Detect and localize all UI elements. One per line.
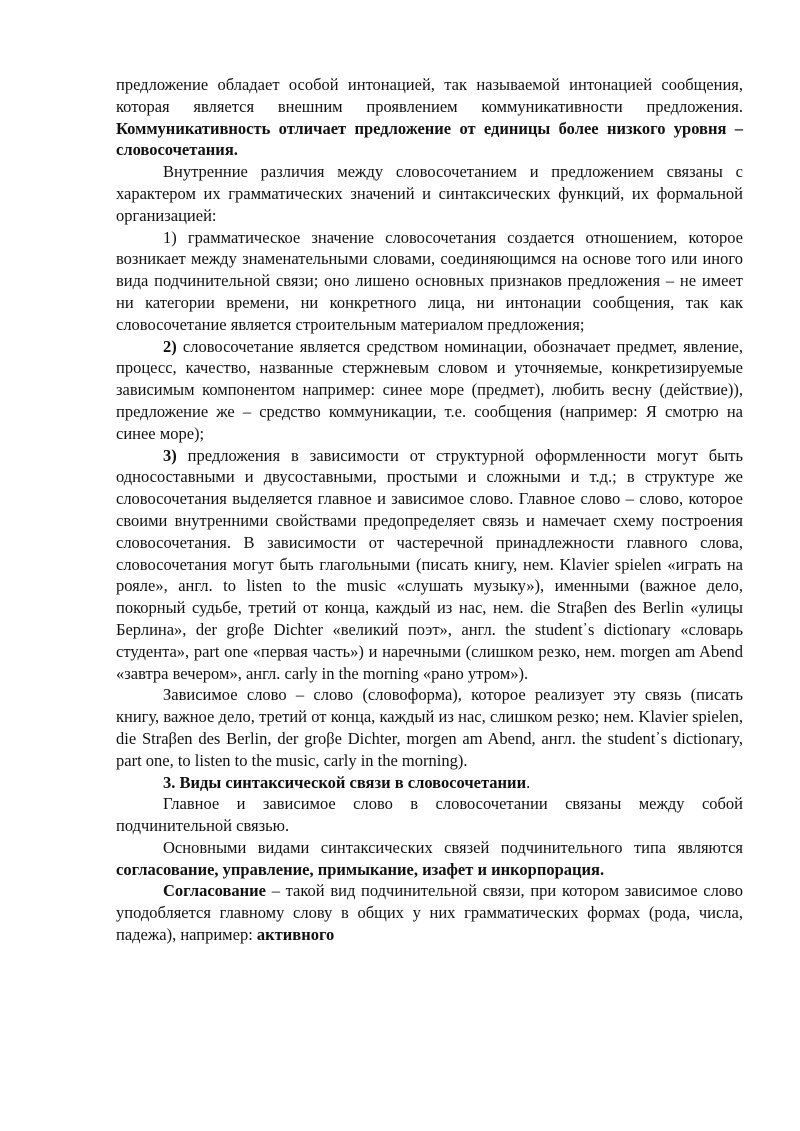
paragraph-4 xyxy=(116,336,743,445)
paragraph-3-text: 1) грамматическое значение словосочетания создается отношением, которое возникает между знаменательными словами, соединяющимся на основе того или иного вида подчинительной связи; оно лишено основных признаков предложения – не имеет ни категории времени, ни конкретного лица, ни интонации сообщения, так как словосочетание является строительным материалом предложения; xyxy=(116,227,743,334)
paragraph-8-text: Главное и зависимое слово в словосочетании связаны между собой подчинительной связью. xyxy=(116,794,743,836)
paragraph-1-text: предложение обладает особой интонацией, так называемой интонацией сообщения, которая является внешним проявлением коммуникативности предложения. xyxy=(116,75,743,116)
paragraph-2 xyxy=(116,161,743,226)
paragraph-4-text: словосочетание является средством номинации, обозначает предмет, явление, процесс, качество, названные стержневым словом и уточняемые, конкретизируемые зависимым компонентом например: синее море (предмет), любить весну (действие)), предложение же – средство коммуникации, т.е. сообщения (например: Я смотрю на синее море); xyxy=(116,336,743,443)
paragraph-9-text: Основными видами синтаксических связей подчинительного типа являются xyxy=(163,837,743,857)
paragraph-9 xyxy=(116,837,743,881)
paragraph-9-bold: согласование, управление, примыкание, изафет и инкорпорация. xyxy=(116,859,605,879)
paragraph-8 xyxy=(116,793,743,837)
paragraph-10-text: – такой вид подчинительной связи, при котором зависимое слово уподобляется главному слову в общих у них грамматических формах (рода, числа, падежа), например: xyxy=(116,881,743,945)
paragraph-5-number: 3) xyxy=(163,445,177,465)
paragraph-10-term: Согласование xyxy=(163,881,266,901)
paragraph-1 xyxy=(116,74,743,161)
section-heading-text: 3. Виды синтаксической связи в словосочетании xyxy=(163,772,527,792)
section-heading xyxy=(116,772,743,794)
section-heading-period: . xyxy=(526,772,531,792)
paragraph-6 xyxy=(116,684,743,771)
paragraph-5 xyxy=(116,445,743,685)
paragraph-3 xyxy=(116,227,743,336)
paragraph-10 xyxy=(116,880,743,945)
paragraph-5-text: предложения в зависимости от структурной оформленности могут быть односоставными и двусоставными, простыми и сложными и т.д.; в структуре же словосочетания выделяется главное и зависимое слово. Главное слово – слово, которое своими внутренними свойствами предопределяет связь и намечает схему построения словосочетания. В зависимости от частеречной принадлежности главного слова, словосочетания могут быть глагольными (писать книгу, нем. Klavier spielen «играть на рояле», англ. to listen to the music «слушать музыку»), именными (важное дело, покорный судьбе, третий от конца, каждый из нас, нем. die Straβen des Berlin «улицы Берлина», der groβe Dichter «великий поэт», англ. the student᾿s dictionary «словарь студента», part one «первая часть») и наречными (слишком резко, нем. morgen am Abend «завтра вечером», англ. carly in the morning «рано утром»). xyxy=(116,445,743,683)
paragraph-6-text: Зависимое слово – слово (словоформа), которое реализует эту связь (писать книгу, важное дело, третий от конца, каждый из нас, слишком резко; нем. Klavier spielen, die Straβen des Berlin, der groβe Dichter, morgen am Abend, англ. the student᾿s dictionary, part one, to listen to the music, carly in the morning). xyxy=(116,685,743,770)
paragraph-10-bold: активного xyxy=(256,925,335,945)
paragraph-2-text: Внутренние различия между словосочетанием и предложением связаны с характером их грамматических значений и синтаксических функций, их формальной организацией: xyxy=(116,162,743,225)
paragraph-4-number: 2) xyxy=(163,336,177,356)
paragraph-1-bold: Коммуникативность отличает предложение от единицы более низкого уровня – словосочетания. xyxy=(116,118,743,160)
